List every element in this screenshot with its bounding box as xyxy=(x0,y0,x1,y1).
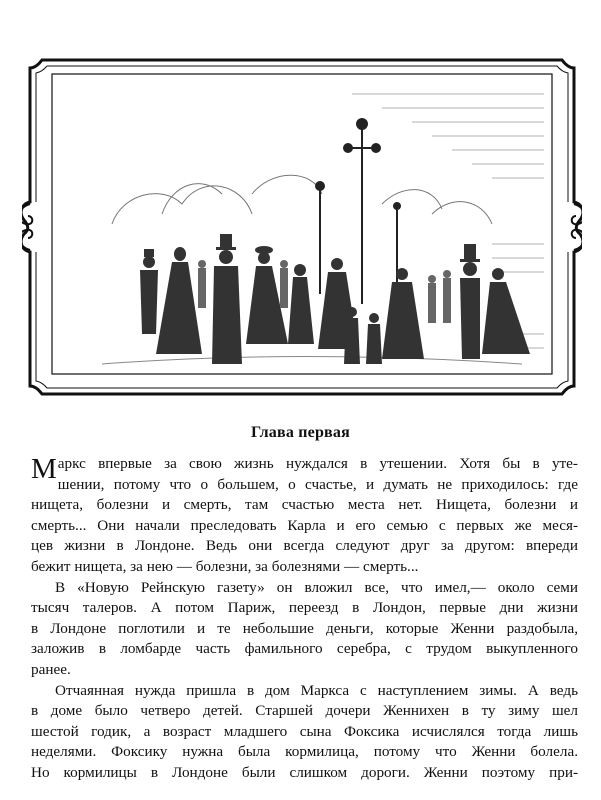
paragraph-2 xyxy=(31,578,578,681)
text-line: заложив в ломбарде часть фамильного серебра, с трудом выкупленного xyxy=(31,640,578,658)
text-line: в Лондоне поглотили и те небольшие деньги, которые Женни раздобыла, xyxy=(31,619,578,637)
paragraph-3 xyxy=(31,681,578,784)
text-line: неделями. Фоксику нужна была кормилица, потому что Женни болела. xyxy=(31,743,578,761)
text-line: В «Новую Рейнскую газету» он вложил все, что имел,— около семи xyxy=(55,578,578,596)
paragraph-1 xyxy=(31,454,578,578)
text-line: нищета, болезни и смерть, там счастью места нет. Нищета, болезни и xyxy=(31,496,578,514)
text-line: шестой годик, а возраст младшего сына Фоксика исчислялся тогда лишь xyxy=(31,722,578,740)
body-text xyxy=(31,454,578,784)
text-line: Отчаянная нужда пришла в дом Маркса с наступлением зимы. А ведь xyxy=(55,681,578,699)
chapter-title: Глава первая xyxy=(251,424,350,441)
text-line: тысяч талеров. А потом Париж, переезд в Лондон, первые дни жизни xyxy=(31,599,578,617)
text-line: ранее. xyxy=(31,660,71,678)
engraving-park-scene xyxy=(52,74,552,374)
text-line: в доме было четверо детей. Старшей дочери Женнихен в ту зиму шел xyxy=(31,702,578,720)
drop-cap: М xyxy=(31,453,57,485)
text-line: бежит нищета, за нею — болезни, за болезнями — смерть... xyxy=(31,557,419,575)
illustration-frame xyxy=(22,52,582,402)
text-line: смерть... Они начали преследовать Карла и его семью с первых же меся- xyxy=(31,516,578,534)
text-line: Но кормилицы в Лондоне были слишком дороги. Женни поэтому при- xyxy=(31,763,578,781)
text-line: шении, потому что о большем, о счастье, и думать не приходилось: где xyxy=(57,475,578,493)
text-line: цев жизни в Лондоне. Ведь они всегда следуют друг за другом: впереди xyxy=(31,537,578,555)
text-line: аркс впервые за свою жизнь нуждался в утешении. Хотя бы в уте- xyxy=(57,455,578,472)
